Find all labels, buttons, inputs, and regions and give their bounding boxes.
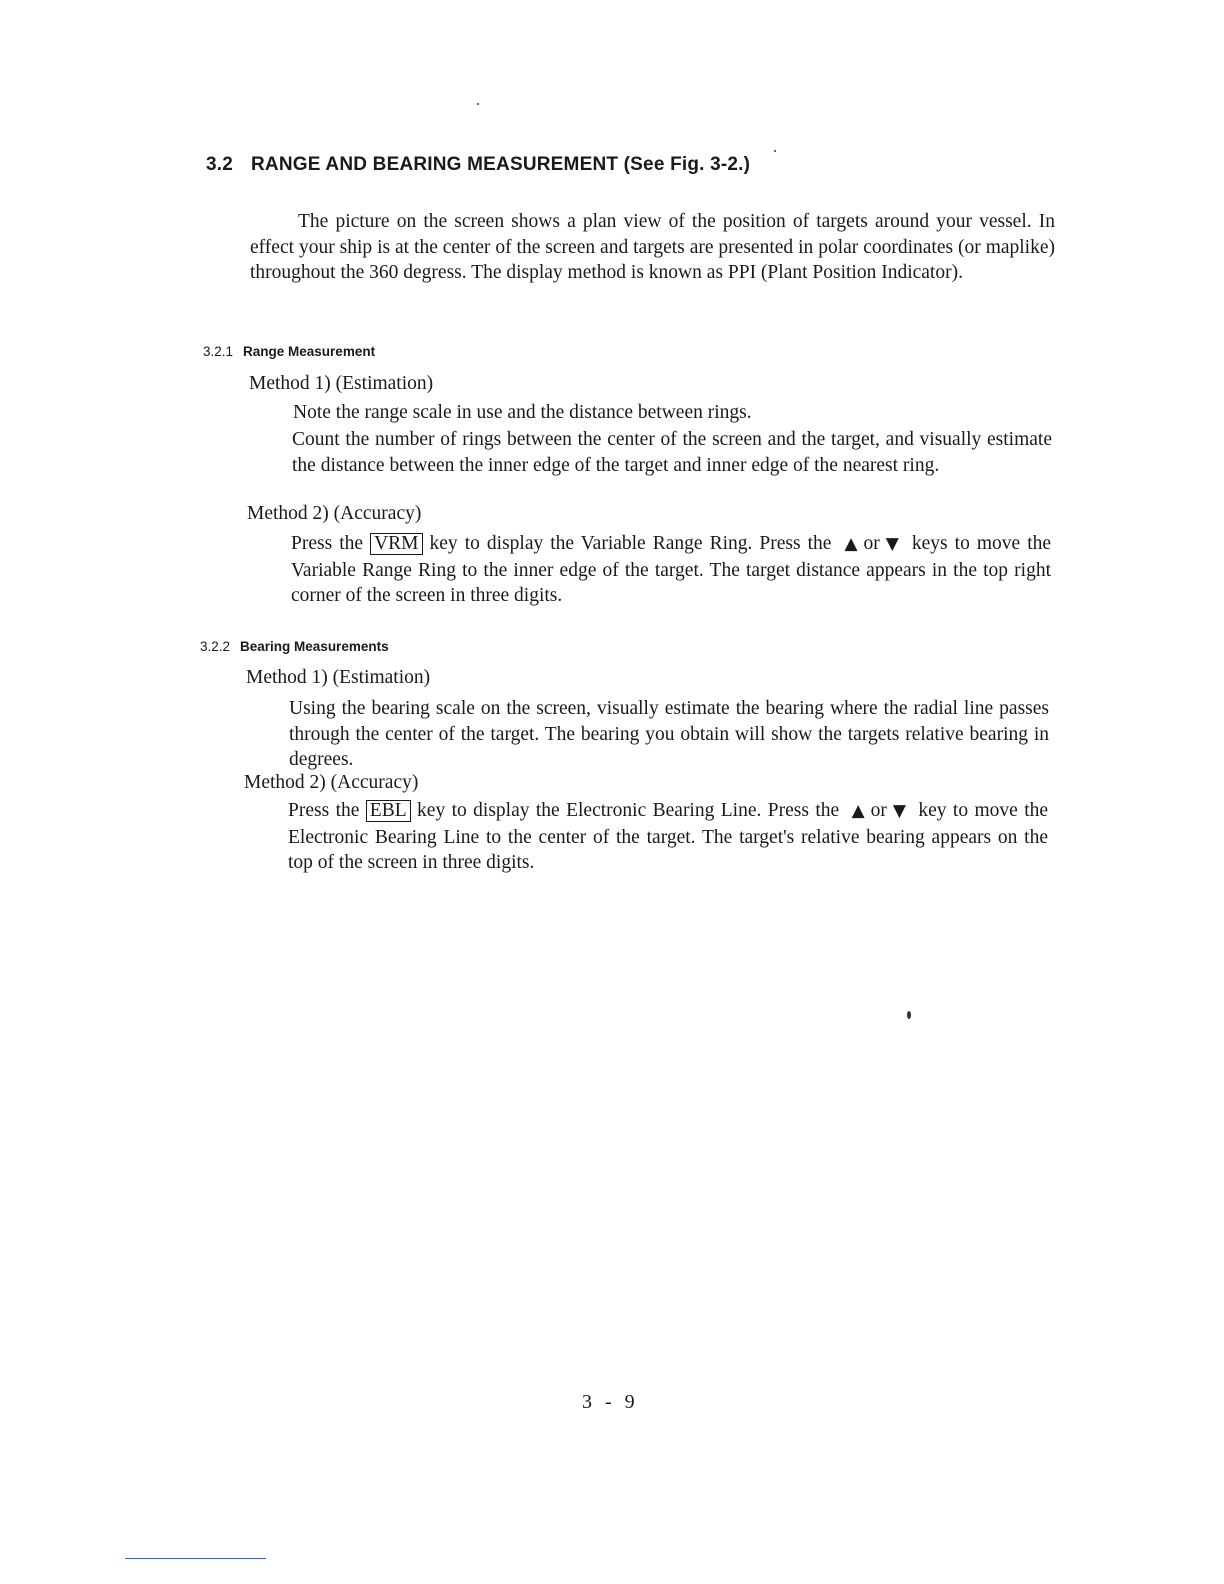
- bearing-method2-or: or: [870, 800, 887, 821]
- scan-speck: [477, 103, 479, 105]
- section-number: 3.2: [206, 154, 234, 175]
- up-triangle-icon: ▲: [851, 801, 865, 821]
- bearing-number: 3.2.2: [200, 639, 231, 654]
- range-method1-line2: Count the number of rings between the center of the screen and the target, and visually estimate the distance between the inner edge of the target and inner edge of the nearest ring.: [292, 429, 1052, 476]
- range-method2-or: or: [863, 533, 880, 554]
- scan-speck: [907, 1011, 911, 1019]
- down-triangle-icon: ▼: [892, 801, 906, 821]
- bearing-method2-text: [288, 798, 1048, 876]
- range-number: 3.2.1: [203, 344, 234, 359]
- page-number: 3 - 9: [582, 1391, 639, 1413]
- range-method2-mid: key to display the Variable Range Ring. Press the: [429, 533, 832, 554]
- range-method2-label: Method 2) (Accuracy): [247, 503, 422, 524]
- section-title: RANGE AND BEARING MEASUREMENT (See Fig. 3-2.): [251, 154, 751, 175]
- intro-paragraph: The picture on the screen shows a plan view of the position of targets around your vessel. In effect your ship is at the center of the screen and targets are presented in polar coordinates (or maplike) throughout the 360 degress. The display method is known as PPI (Plant Position Indicator).: [250, 211, 1055, 283]
- bearing-title: Bearing Measurements: [240, 639, 389, 654]
- vrm-key: VRM: [370, 533, 422, 555]
- range-method2-post: keys to move the Variable Range Ring to the inner edge of the target. The target distance appears in the top right corner of the screen in three digits.: [291, 533, 1052, 606]
- range-method1-label: Method 1) (Estimation): [249, 373, 434, 394]
- up-triangle-icon: ▲: [844, 534, 858, 554]
- footer-rule: [125, 1558, 266, 1559]
- bearing-method2-pre: Press the: [288, 800, 360, 821]
- section-heading: [206, 154, 750, 176]
- range-method1-line1: Note the range scale in use and the distance between rings.: [293, 402, 752, 423]
- down-triangle-icon: ▼: [885, 534, 899, 554]
- range-subheading: [203, 344, 375, 359]
- bearing-method1-label: Method 1) (Estimation): [246, 667, 431, 688]
- bearing-method2-post: key to move the Electronic Bearing Line to the center of the target. The target's relative bearing appears on the top of the screen in three digits.: [288, 800, 1049, 873]
- scan-speck: [774, 150, 776, 152]
- bearing-method2-mid: key to display the Electronic Bearing Line. Press the: [417, 800, 840, 821]
- bearing-method1-text: Using the bearing scale on the screen, visually estimate the bearing where the radial line passes through the center of the target. The bearing you obtain will show the targets relative bearing in degrees.: [289, 698, 1049, 770]
- range-method2-pre: Press the: [291, 533, 364, 554]
- range-method2-text: [291, 531, 1051, 609]
- range-title: Range Measurement: [243, 344, 376, 359]
- bearing-method2-label: Method 2) (Accuracy): [244, 772, 419, 793]
- ebl-key: EBL: [366, 800, 411, 822]
- bearing-subheading: [200, 639, 389, 654]
